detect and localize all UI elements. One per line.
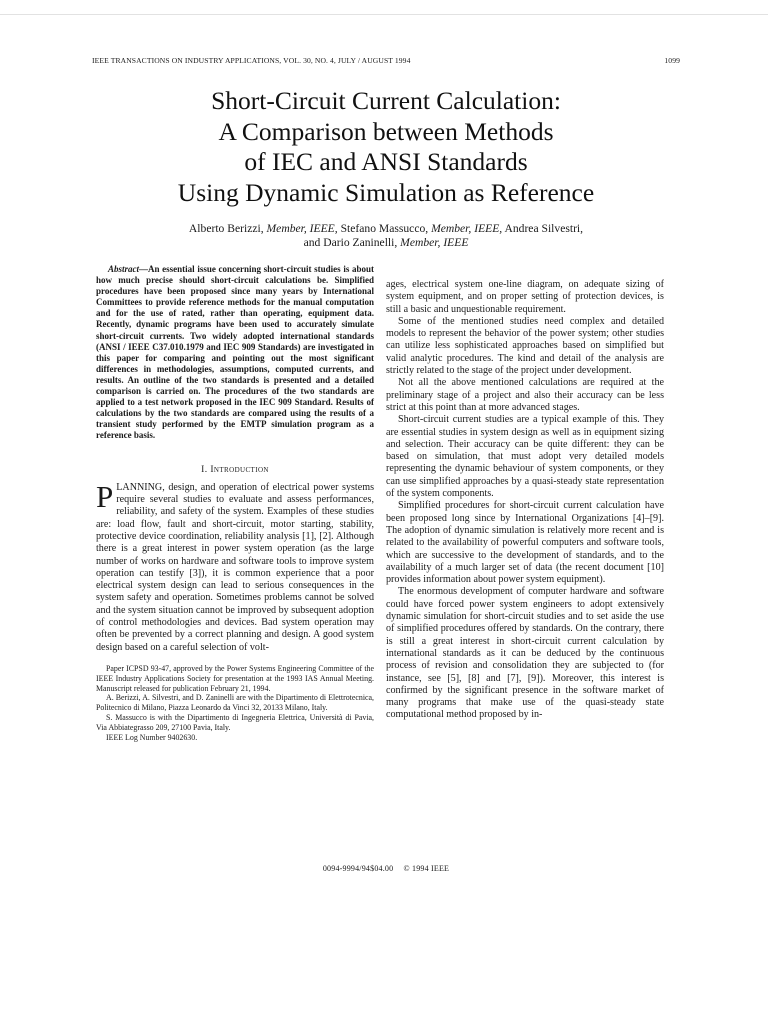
abstract-text: —An essential issue concerning short-circuit studies is about how much precise should short-circuit calculations be. Simplified procedures have been proposed since many years by International Committees to provide reference methods for the manual computation and for the use of rated, rather than operating, equipment data. Recently, dynamic programs have been used to accurately simulate short-circuit currents. Two widely adopted international standards (ANSI / IEEE C37.010.1979 and IEC 909 Standards) are investigated in this paper for comparing and pointing out the most significant differences in methodologies, assumptions, computed currents, and results. An outline of the two standards is presented and a detailed comparison is carried on. The procedures of the two standards are applied to a test network proposed in the IEC 909 Standard. Results of calculations by the two standards are compared using the results of a transient study performed by the EMTP simulation program as a reference basis. bbox=[96, 264, 374, 441]
author-line bbox=[92, 236, 680, 250]
journal-name: IEEE TRANSACTIONS ON INDUSTRY APPLICATIONS, VOL. 30, NO. 4, JULY / AUGUST 1994 bbox=[92, 56, 411, 65]
author-line bbox=[92, 222, 680, 236]
footnote: IEEE Log Number 9402630. bbox=[106, 732, 198, 742]
footnotes bbox=[96, 664, 374, 742]
author-membership: Member, IEEE, bbox=[266, 222, 338, 235]
footnote: Paper ICPSD 93-47, approved by the Power Systems Engineering Committee of the IEEE Industry Applications Society for presentation at the 1993 IAS Annual Meeting. Manuscript released for publication February 21, 1994. bbox=[96, 663, 374, 693]
drop-cap: P bbox=[96, 478, 114, 514]
intro-text-part2: ages, electrical system one-line diagram, on adequate sizing of system equipment, and on proper setting of protection devices, is still a basic and unquestionable requirement. bbox=[386, 279, 664, 315]
footnote: S. Massucco is with the Dipartimento di Ingegneria Elettrica, Università di Pavia, Via Abbiategrasso 209, 27100 Pavia, Italy. bbox=[96, 712, 374, 732]
right-column bbox=[386, 279, 664, 722]
left-column bbox=[96, 264, 374, 742]
page-number: 1099 bbox=[664, 56, 680, 65]
section-title: Introduction bbox=[210, 463, 269, 475]
intro-paragraph bbox=[96, 478, 374, 654]
section-heading bbox=[96, 464, 374, 476]
title-line: Using Dynamic Simulation as Reference bbox=[177, 177, 595, 207]
copyright-notice: © 1994 IEEE bbox=[403, 864, 450, 873]
body-paragraph: Not all the above mentioned calculations are required at the preliminary stage of a project and also their accuracy can be less strict at this point than at more advanced stages. bbox=[386, 377, 664, 413]
lead-word: LANNING, bbox=[116, 481, 165, 493]
abstract bbox=[96, 264, 374, 442]
body-paragraph: The enormous development of computer hardware and software could have forced power system engineers to adopt extensively dynamic simulation for short-circuit studies and to set aside the use of simplified procedures offered by standards. On the contrary, there is still a great interest in short-circuit current calculation by international standards as it can be deduced by the continuous process of revision and consolidation they are subjected to (for instance, see [5], [8] and [7], [9]). Moreover, this interest is confirmed by the significant presence in the software market of many programs that make use of the quasi-steady state computational method proposed by in- bbox=[386, 586, 664, 721]
author-name: Andrea Silvestri, bbox=[504, 222, 584, 235]
body-paragraph: Short-circuit current studies are a typical example of this. They are essential studies in system design as well as in equipment sizing and selection. Their accuracy can be quite different: they can be based on simulation, that must adopt very detailed models representing the dynamic behaviour of system components, or they can use simplified approaches by a quasi-steady state representation of the system components. bbox=[386, 414, 664, 500]
running-head bbox=[92, 56, 680, 65]
title-line: Short-Circuit Current Calculation: bbox=[211, 86, 561, 115]
author-list bbox=[92, 222, 680, 250]
page-edge bbox=[0, 14, 768, 15]
author-name: Stefano Massucco, bbox=[340, 222, 429, 235]
body-paragraph: Some of the mentioned studies need complex and detailed models to represent the behavior of the power system; other studies can utilize less sophisticated approaches based on simplified but valid analytic procedures. The kind and detail of the analysis are strictly related to the stage of the project under development. bbox=[386, 315, 664, 377]
intro-text-part1: design, and operation of electrical power systems require several studies to evaluate and assess performances, reliability, and safety of the system. Examples of these studies are: load flow, fault and short-circuit, motor starting, stability, protective device coordination, reliability analysis [1], [2]. Although there is a great interest in power system operation (as the large number of works on hardware and software tools to improve system operation can testify [3]), it is common experience that a poor electrical system design can lead to serious consequences in the system safety and operation. Sometimes problems cannot be solved and the system situation cannot be improved by subsequent adoption of control methodologies and devices. Bad system operation may often be prevented by a correct planning and design. A good system design based on a careful selection of volt- bbox=[96, 481, 374, 653]
footnote: A. Berizzi, A. Silvestri, and D. Zaninelli are with the Dipartimento di Elettrotecnica, Politecnico di Milano, Piazza Leonardo da Vinci 32, 20133 Milano, Italy. bbox=[96, 693, 374, 713]
author-membership: Member, IEEE bbox=[400, 236, 469, 250]
section-number: I. bbox=[201, 463, 208, 475]
page-footer bbox=[92, 864, 680, 873]
body-paragraph: Simplified procedures for short-circuit current calculation have been proposed long since by International Organizations [4]–[9]. The adoption of dynamic simulation is relatively more recent and is related to the availability of powerful computers and software tools, which are successive to the development of standards, and to the availability of a much larger set of data (the recent document [10] provides information about power system equipment). bbox=[386, 500, 664, 586]
title-line: A Comparison between Methods bbox=[218, 116, 554, 146]
abstract-label: Abstract bbox=[108, 264, 140, 274]
author-membership: Member, IEEE, bbox=[431, 222, 503, 235]
title-line: of IEC and ANSI Standards bbox=[244, 147, 528, 176]
author-name: and Dario Zaninelli, bbox=[303, 236, 398, 250]
copyright-code: 0094-9994/94$04.00 bbox=[322, 864, 394, 873]
author-name: Alberto Berizzi, bbox=[188, 222, 264, 235]
paper-title bbox=[92, 86, 680, 208]
